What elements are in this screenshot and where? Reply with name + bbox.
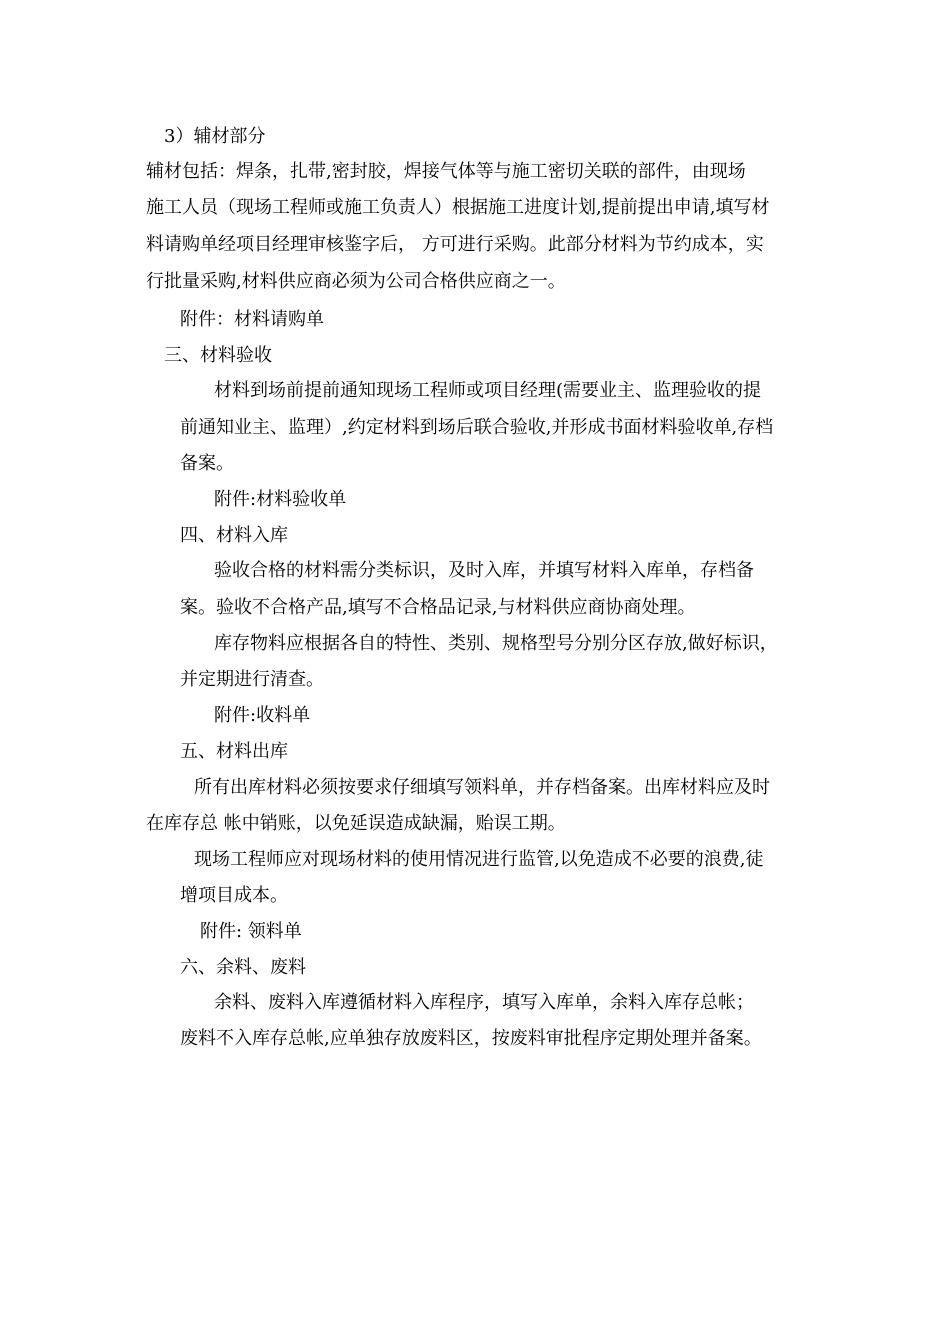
section-heading-material-acceptance: 三、材料验收	[164, 345, 272, 366]
paragraph-line: 所有出库材料必须按要求仔细填写领料单，并存档备案。出库材料应及时	[194, 777, 770, 798]
paragraph-line: 现场工程师应对现场材料的使用情况进行监管,以免造成不必要的浪费,徒	[194, 849, 764, 870]
paragraph-line: 行批量采购,材料供应商必须为公司合格供应商之一。	[146, 271, 566, 292]
attachment-line: 附件:材料验收单	[214, 489, 347, 510]
paragraph-line: 材料到场前提前通知现场工程师或项目经理(需要业主、监理验收的提	[214, 380, 762, 401]
paragraph-line: 余料、废料入库遵循材料入库程序，填写入库单，余料入库存总帐；	[214, 992, 754, 1013]
paragraph-line: 废料不入库存总帐,应单独存放废料区，按废料审批程序定期处理并备案。	[180, 1028, 762, 1049]
paragraph-line: 库存物料应根据各自的特性、类别、规格型号分别分区存放,做好标识，	[214, 633, 778, 654]
paragraph-line: 案。验收不合格产品,填写不合格品记录,与材料供应商协商处理。	[180, 597, 696, 618]
paragraph-line: 在库存总 帐中销账，以免延误造成缺漏，贻误工期。	[146, 813, 566, 834]
paragraph-line: 辅材包括：焊条，扎带,密封胶，焊接气体等与施工密切关联的部件，由现场	[146, 161, 746, 182]
section-heading-material-issue: 五、材料出库	[180, 741, 288, 762]
paragraph-line: 前通知业主、监理）,约定材料到场后联合验收,并形成书面材料验收单,存档	[180, 417, 774, 438]
attachment-line: 附件: 领料单	[200, 921, 302, 942]
paragraph-line: 并定期进行清查。	[180, 669, 324, 690]
subsection-heading-auxiliary-materials: 3）辅材部分	[164, 126, 266, 147]
paragraph-line: 料请购单经项目经理审核鉴字后， 方可进行采购。此部分材料为节约成本，实	[146, 234, 764, 255]
attachment-line: 附件：材料请购单	[180, 309, 324, 330]
paragraph-line: 施工人员（现场工程师或施工负责人）根据施工进度计划,提前提出申请,填写材	[146, 197, 770, 218]
section-heading-material-storage: 四、材料入库	[180, 525, 288, 546]
paragraph-line: 验收合格的材料需分类标识，及时入库，并填写材料入库单，存档备	[214, 560, 754, 581]
attachment-line: 附件:收料单	[214, 705, 311, 726]
section-heading-leftover-waste: 六、余料、废料	[180, 957, 306, 978]
paragraph-line: 增项目成本。	[180, 885, 288, 906]
paragraph-line: 备案。	[180, 453, 234, 474]
